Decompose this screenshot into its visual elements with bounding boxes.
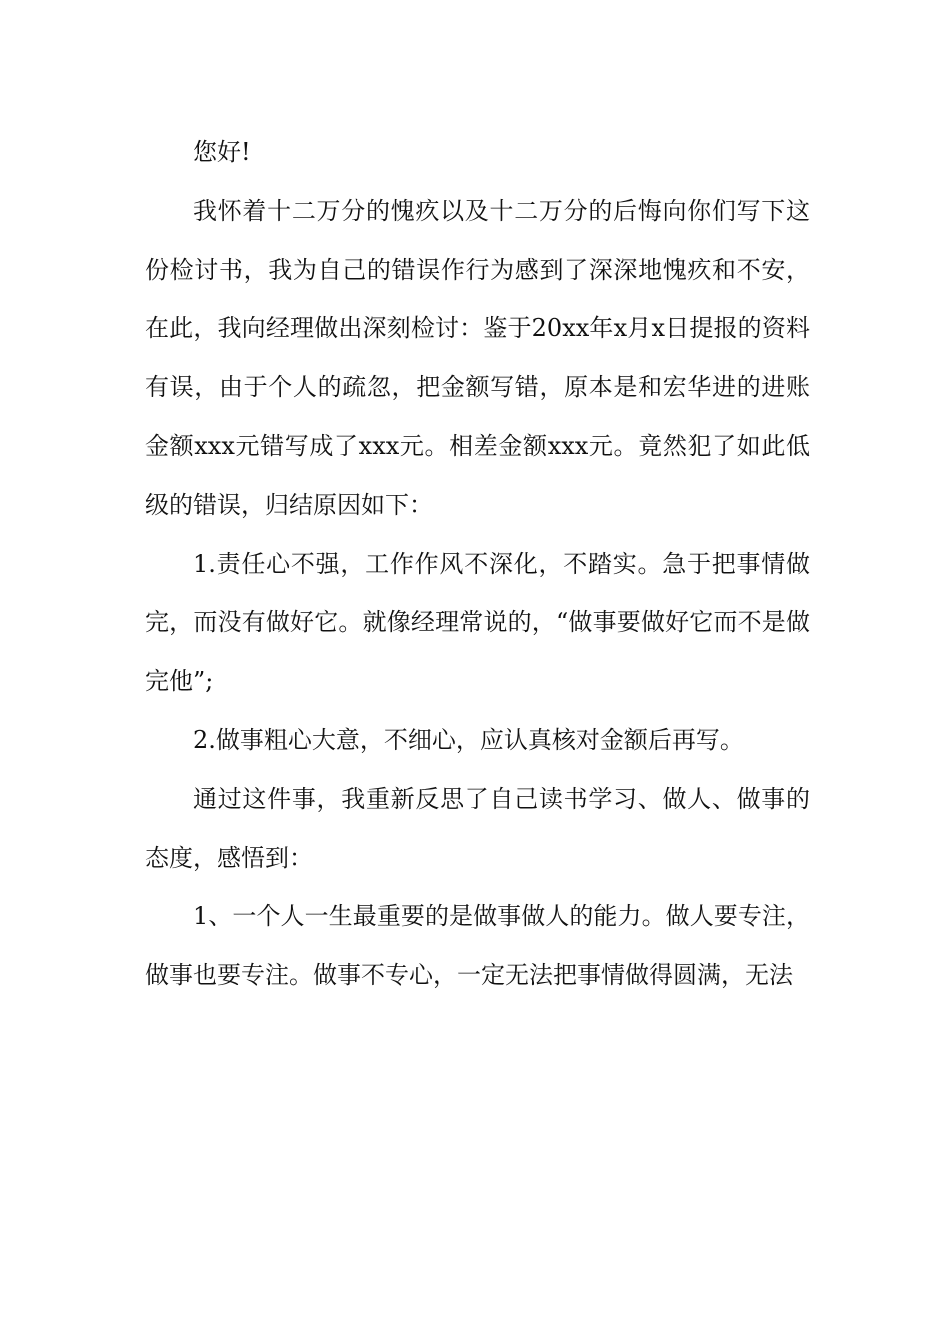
insight-item-1: 1、一个人一生最重要的是做事做人的能力。做人要专注，做事也要专注。做事不专心，一定无法把事情做得圆满，无法 bbox=[145, 902, 810, 990]
greeting-paragraph: 您好! bbox=[193, 138, 251, 166]
reason-item-1: 1.责任心不强，工作作风不深化，不踏实。急于把事情做完，而没有做好它。就像经理常说的，“做事要做好它而不是做完他”; bbox=[145, 549, 810, 696]
reflection-paragraph: 通过这件事，我重新反思了自己读书学习、做人、做事的态度，感悟到： bbox=[145, 784, 810, 872]
document-body bbox=[145, 123, 810, 1005]
body-paragraph: 我怀着十二万分的愧疚以及十二万分的后悔向你们写下这份检讨书，我为自己的错误作行为感到了深深地愧疚和不安，在此，我向经理做出深刻检讨：鉴于20xx年x月x日提报的资料有误，由于个人的疏忽，把金额写错，原本是和宏华进的进账金额xxx元错写成了xxx元。相差金额xxx元。竟然犯了如此低级的错误，归结原因如下： bbox=[145, 196, 810, 519]
reason-item-2: 2.做事粗心大意，不细心，应认真核对金额后再写。 bbox=[193, 725, 744, 754]
